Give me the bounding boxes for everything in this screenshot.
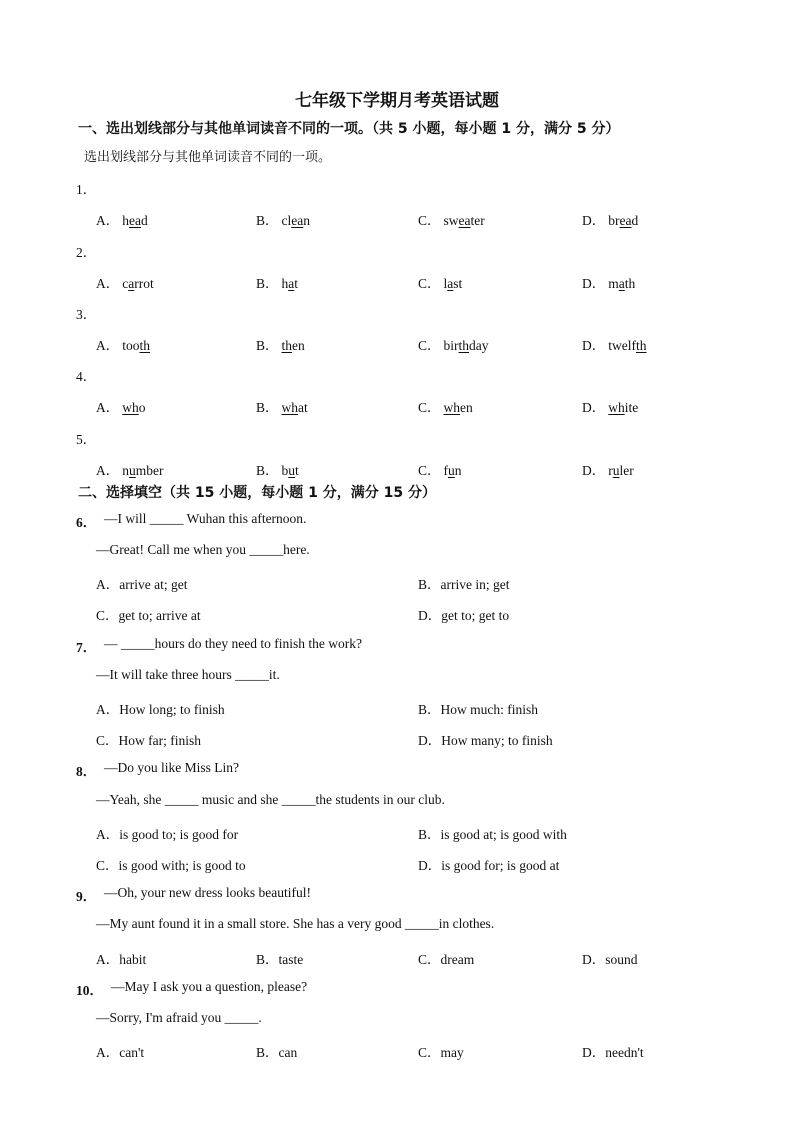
option-letter: C． [418, 213, 441, 228]
word-suffix: rrot [134, 276, 154, 291]
underlined-letters: a [618, 276, 625, 291]
word-suffix: en [292, 338, 305, 353]
question-4-number: 4． [76, 369, 97, 384]
question-8-line1: —Do you like Miss Lin? [104, 760, 239, 775]
word-prefix: c [122, 276, 129, 291]
question-8-option-b[interactable]: B．is good at; is good with [418, 827, 567, 842]
underlined-letters: u [448, 463, 455, 478]
question-5-option-d[interactable] [582, 459, 634, 479]
word-suffix: d [631, 213, 639, 228]
word-suffix: n [303, 213, 310, 228]
word-suffix: o [138, 400, 146, 415]
section2-heading: 二、选择填空（共 15 小题，每小题 1 分，满分 15 分） [78, 485, 436, 501]
question-4-option-d[interactable] [582, 396, 638, 416]
question-6-option-b[interactable]: B．arrive in; get [418, 577, 510, 592]
question-6-number: 6． [76, 515, 97, 530]
question-9-option-b[interactable]: B．taste [256, 952, 304, 967]
option-letter: D． [582, 276, 606, 291]
question-9-number: 9． [76, 889, 97, 904]
word-prefix: l [443, 276, 448, 291]
word-prefix: f [443, 463, 449, 478]
question-2-option-a[interactable] [96, 272, 154, 292]
question-10-number: 10． [76, 983, 103, 998]
question-10-option-a[interactable]: A．can't [96, 1045, 145, 1060]
question-5-option-a[interactable] [96, 459, 164, 479]
word-suffix: th [624, 276, 636, 291]
word-prefix: sw [443, 213, 459, 228]
option-letter: D． [582, 400, 606, 415]
option-letter: A． [96, 338, 120, 353]
option-letter: D． [582, 463, 606, 478]
question-7-line2: —It will take three hours _____it. [96, 667, 280, 682]
question-9-option-c[interactable]: C．dream [418, 952, 475, 967]
question-6-option-a[interactable]: A．arrive at; get [96, 577, 188, 592]
question-9-line1: —Oh, your new dress looks beautiful! [104, 885, 311, 900]
word-suffix: mber [135, 463, 164, 478]
word-prefix: r [608, 463, 613, 478]
word-suffix: ter [470, 213, 485, 228]
question-3-option-d[interactable] [582, 334, 647, 354]
question-1-number: 1． [76, 182, 97, 197]
option-letter: C． [418, 400, 441, 415]
word-prefix: too [122, 338, 140, 353]
word-suffix: at [298, 400, 308, 415]
question-7-option-c[interactable]: C．How far; finish [96, 733, 201, 748]
underlined-letters: th [636, 338, 647, 353]
question-3-option-b[interactable] [256, 334, 305, 354]
question-3-option-a[interactable] [96, 334, 150, 354]
section1-instruction: 选出划线部分与其他单词读音不同的一项。 [84, 150, 332, 165]
option-letter: A． [96, 400, 120, 415]
question-7-line1: — _____hours do they need to finish the work? [104, 636, 362, 651]
word-prefix: cl [281, 213, 292, 228]
question-4-option-b[interactable] [256, 396, 308, 416]
question-4-option-a[interactable] [96, 396, 146, 416]
underlined-letters: wh [122, 400, 139, 415]
question-2-option-c[interactable] [418, 272, 462, 292]
question-10-option-c[interactable]: C．may [418, 1045, 464, 1060]
option-letter: B． [256, 463, 279, 478]
question-2-option-d[interactable] [582, 272, 635, 292]
word-prefix: twelf [608, 338, 636, 353]
question-1-option-d[interactable] [582, 209, 638, 229]
underlined-letters: a [128, 276, 135, 291]
question-1-option-c[interactable] [418, 209, 485, 229]
question-5-option-c[interactable] [418, 459, 462, 479]
question-6-option-d[interactable]: D．get to; get to [418, 608, 510, 623]
underlined-letters: a [447, 276, 454, 291]
question-3-option-c[interactable] [418, 334, 489, 354]
option-letter: B． [256, 400, 279, 415]
word-prefix: h [281, 276, 289, 291]
underlined-letters: u [612, 463, 620, 478]
question-6-option-c[interactable]: C．get to; arrive at [96, 608, 201, 623]
option-letter: C． [418, 276, 441, 291]
question-9-line2: —My aunt found it in a small store. She has a very good _____in clothes. [96, 916, 495, 931]
word-suffix: t [295, 463, 299, 478]
word-suffix: en [460, 400, 473, 415]
underlined-letters: wh [443, 400, 461, 415]
word-suffix: st [453, 276, 463, 291]
underlined-letters: ea [458, 213, 471, 228]
question-8-line2: —Yeah, she _____ music and she _____the students in our club. [96, 792, 445, 807]
question-7-option-b[interactable]: B．How much: finish [418, 702, 538, 717]
word-prefix: b [281, 463, 289, 478]
option-letter: B． [256, 213, 279, 228]
underlined-letters: th [281, 338, 293, 353]
option-letter: C． [418, 338, 441, 353]
underlined-letters: u [288, 463, 296, 478]
word-suffix: n [454, 463, 462, 478]
underlined-letters: ea [291, 213, 304, 228]
question-7-option-d[interactable]: D．How many; to finish [418, 733, 553, 748]
underlined-letters: u [129, 463, 136, 478]
question-6-line1: —I will _____ Wuhan this afternoon. [104, 511, 307, 526]
question-8-option-a[interactable]: A．is good to; is good for [96, 827, 239, 842]
question-10-line2: —Sorry, I'm afraid you _____. [96, 1010, 262, 1025]
question-8-number: 8． [76, 764, 97, 779]
word-suffix: t [294, 276, 299, 291]
option-letter: A． [96, 463, 120, 478]
word-suffix: ite [624, 400, 639, 415]
question-2-number: 2． [76, 245, 97, 260]
word-prefix: bir [443, 338, 459, 353]
underlined-letters: ea [619, 213, 632, 228]
option-letter: B． [256, 276, 279, 291]
question-10-option-d[interactable]: D．needn't [582, 1045, 644, 1060]
question-1-option-a[interactable] [96, 209, 148, 229]
option-letter: C． [418, 463, 441, 478]
question-5-option-b[interactable] [256, 459, 299, 479]
question-7-option-a[interactable]: A．How long; to finish [96, 702, 225, 717]
question-6-line2: —Great! Call me when you _____here. [96, 542, 310, 557]
question-3-number: 3． [76, 307, 97, 322]
question-7-number: 7． [76, 640, 97, 655]
question-10-option-b[interactable]: B．can [256, 1045, 298, 1060]
underlined-letters: th [458, 338, 470, 353]
option-letter: D． [582, 213, 606, 228]
option-letter: A． [96, 276, 120, 291]
question-8-option-d[interactable]: D．is good for; is good at [418, 858, 560, 873]
word-suffix: day [469, 338, 489, 353]
word-suffix: ler [619, 463, 634, 478]
option-letter: A． [96, 213, 120, 228]
word-suffix: d [140, 213, 148, 228]
word-prefix: br [608, 213, 620, 228]
section1-heading: 一、选出划线部分与其他单词读音不同的一项。（共 5 小题，每小题 1 分，满分 5 分） [78, 121, 620, 137]
question-5-number: 5． [76, 432, 97, 447]
question-1-option-b[interactable] [256, 209, 310, 229]
question-9-option-a[interactable]: A．habit [96, 952, 147, 967]
question-9-option-d[interactable]: D．sound [582, 952, 638, 967]
word-prefix: n [122, 463, 129, 478]
exam-title: 七年级下学期月考英语试题 [295, 91, 499, 111]
question-8-option-c[interactable]: C．is good with; is good to [96, 858, 246, 873]
word-prefix: m [608, 276, 619, 291]
underlined-letters: th [139, 338, 151, 353]
question-10-line1: —May I ask you a question, please? [111, 979, 308, 994]
question-4-option-c[interactable] [418, 396, 473, 416]
underlined-letters: a [288, 276, 295, 291]
underlined-letters: wh [608, 400, 625, 415]
option-letter: B． [256, 338, 279, 353]
underlined-letters: ea [129, 213, 141, 228]
underlined-letters: wh [281, 400, 299, 415]
option-letter: D． [582, 338, 606, 353]
question-2-option-b[interactable] [256, 272, 298, 292]
word-prefix: h [122, 213, 129, 228]
